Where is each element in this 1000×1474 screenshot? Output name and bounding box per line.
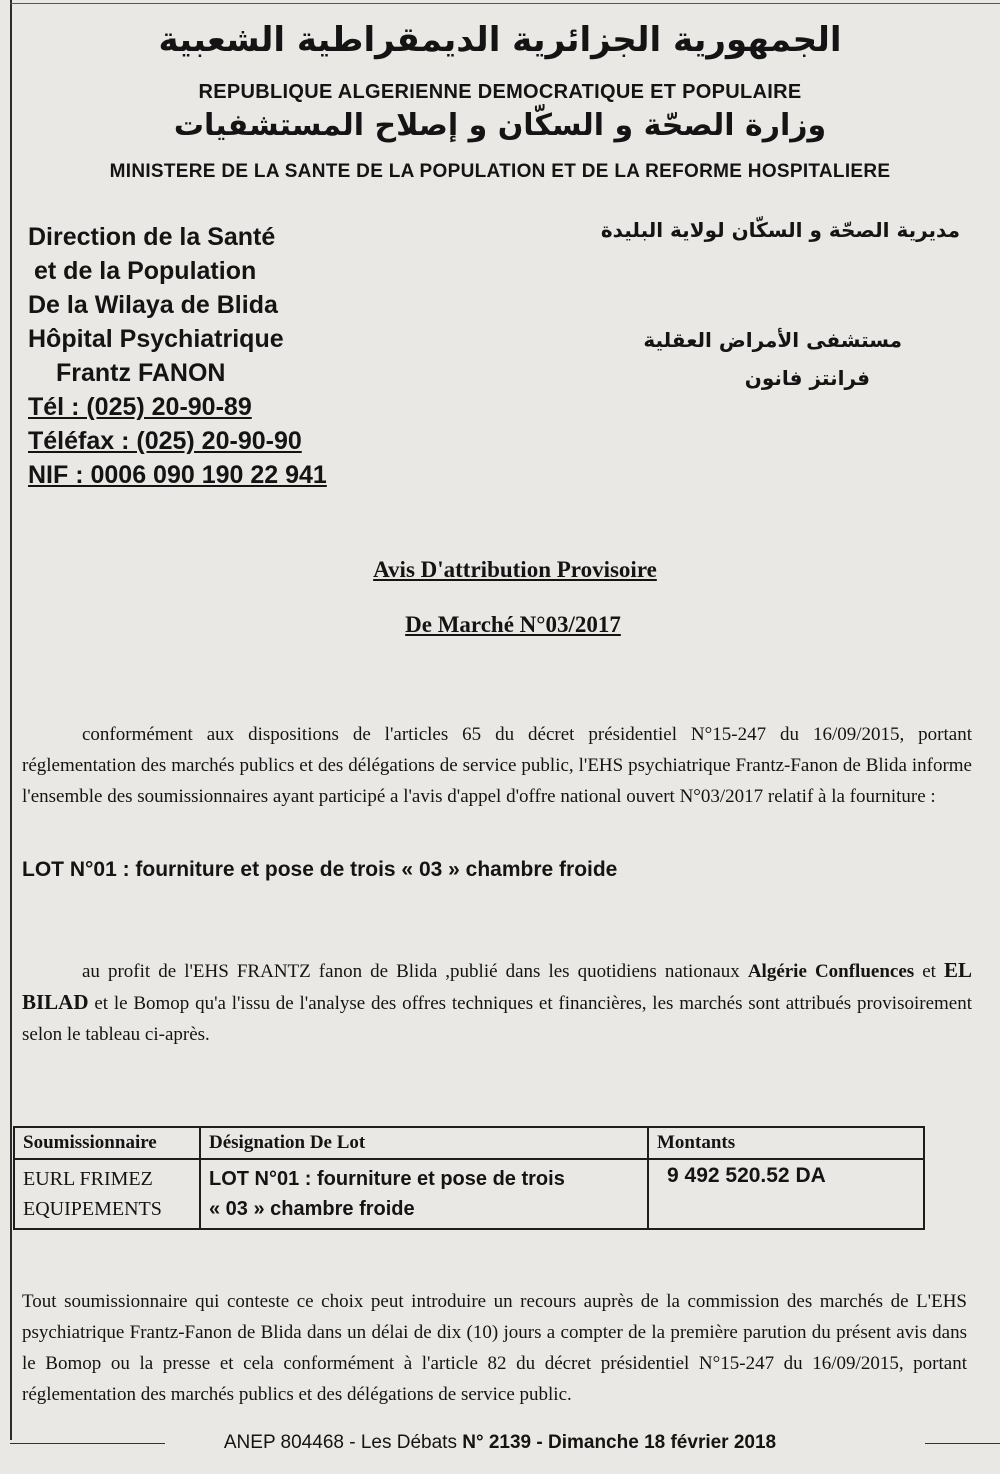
issuer-line-hospital: Hôpital Psychiatrique: [28, 325, 284, 353]
appeal-paragraph: Tout soumissionnaire qui conteste ce choix peut introduire un recours auprès de la commission des marchés de L'EHS psychiatrique Frantz-Fanon de Blida dans un délai de dix (10) jours a compter de la première parution du présent avis dans le Bomop ou la presse et cela conformément à l'article 82 du décret présidentiel N°15-247 du 16/09/2015, portant réglementation des marchés publics et des délégations de service public.: [22, 1291, 967, 1405]
notice-title-line1: Avis D'attribution Provisoire: [373, 557, 657, 582]
publication-text-3: et le Bomop qu'a l'issu de l'analyse des offres techniques et financières, les marchés sont attribués provisoirement selon le tableau ci-après.: [22, 993, 972, 1045]
lot-cell-line2: « 03 » chambre froide: [209, 1198, 415, 1220]
issuer-telephone: Tél : (025) 20-90-89: [28, 393, 252, 421]
notice-title-line2: De Marché N°03/2017: [405, 612, 621, 637]
amount-cell: 9 492 520.52 DA: [648, 1159, 924, 1229]
issuer-line-name: Frantz FANON: [56, 359, 226, 387]
publication-text-1: au profit de l'EHS FRANTZ fanon de Blida ,publié dans les quotidiens nationaux: [82, 961, 748, 982]
footer-source: ANEP 804468 - Les Débats: [223, 1432, 463, 1453]
issuer-nif: NIF : 0006 090 190 22 941: [28, 461, 327, 489]
page-border-top: [10, 3, 1000, 4]
newspaper-el-bilad: EL BILAD: [22, 958, 972, 1014]
publication-footer: [0, 1432, 1000, 1454]
arabic-hospital-label: مستشفى الأمراض العقلية: [643, 328, 902, 352]
publication-paragraph: [22, 955, 972, 1050]
award-table: [13, 1126, 925, 1230]
table-row: [14, 1159, 924, 1229]
bidder-name-line2: EQUIPEMENTS: [23, 1198, 162, 1220]
arabic-republic-title: الجمهورية الجزائرية الديمقراطية الشعبية: [158, 20, 842, 60]
french-ministry-title: MINISTERE DE LA SANTE DE LA POPULATION ET DE LA REFORME HOSPITALIERE: [109, 161, 891, 182]
arabic-hospital-name: فرانتز فانون: [744, 366, 870, 390]
intro-paragraph-text: conformément aux dispositions de l'articles 65 du décret présidentiel N°15-247 du 16/09/2015, portant réglementation des marchés publics et des délégations de service public, l'EHS psychiatrique Frantz-Fanon de Blida informe l'ensemble des soumissionnaires ayant participé a l'avis d'appel d'offre national ouvert N°03/2017 relatif à la fourniture :: [22, 724, 972, 807]
intro-paragraph: [22, 719, 972, 812]
issuer-line-direction: Direction de la Santé: [28, 223, 276, 251]
lot-description: LOT N°01 : fourniture et pose de trois « 03 » chambre froide: [22, 858, 618, 881]
issuer-line-wilaya: De la Wilaya de Blida: [28, 291, 278, 319]
lot-cell-line1: LOT N°01 : fourniture et pose de trois: [209, 1168, 565, 1190]
header-lot: Désignation De Lot: [200, 1127, 648, 1159]
arabic-ministry-title: وزارة الصحّة و السكّان و إصلاح المستشفيات: [173, 108, 827, 143]
newspaper-algerie-confluences: Algérie Confluences: [747, 961, 915, 982]
arabic-direction-label: مديرية الصحّة و السكّان لولاية البليدة: [600, 218, 960, 242]
bidder-name-line1: EURL FRIMEZ: [23, 1168, 153, 1190]
header-amount: Montants: [648, 1127, 924, 1159]
page-border-left: [10, 0, 12, 1440]
french-republic-title: REPUBLIQUE ALGERIENNE DEMOCRATIQUE ET POPULAIRE: [198, 81, 802, 103]
header-bidder: Soumissionnaire: [14, 1127, 200, 1159]
lot-cell: [200, 1159, 648, 1229]
issuer-block: [28, 220, 368, 492]
issuer-telefax: Téléfax : (025) 20-90-90: [28, 427, 302, 455]
footer-issue: N° 2139 - Dimanche 18 février 2018: [462, 1432, 777, 1453]
issuer-line-population: et de la Population: [34, 257, 257, 285]
table-header-row: [14, 1127, 924, 1159]
publication-text-2: et: [914, 961, 944, 982]
bidder-cell: [14, 1159, 200, 1229]
